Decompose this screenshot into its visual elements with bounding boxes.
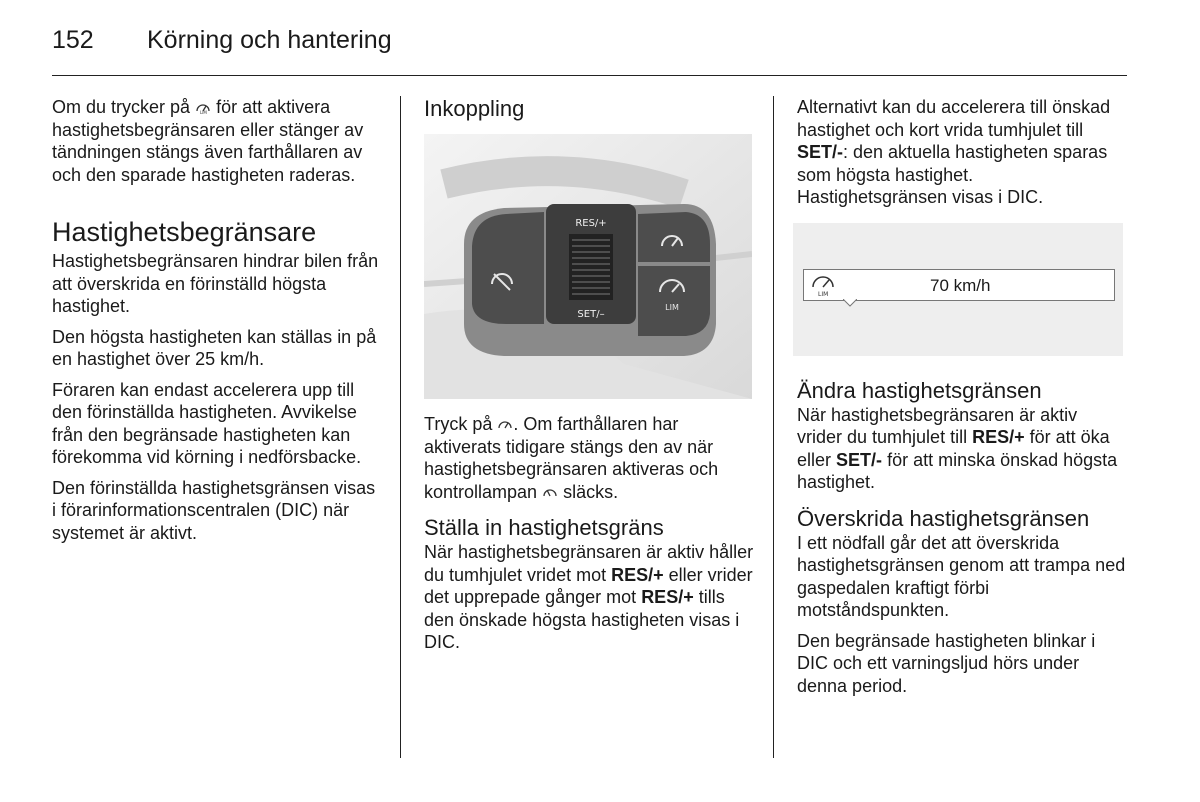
paragraph: Hastighetsbegränsaren hindrar bilen från att överskrida en förinställd högsta hastighet. — [52, 251, 379, 316]
header-divider — [52, 75, 1127, 76]
paragraph: Alternativt kan du accelerera till önskad hastighet och kort vrida tumhjulet till SET/-: den aktuella hastigheten sparas som högsta hastighet. Hastighetsgränsen visas i DIC. — [797, 97, 1111, 207]
page-number: 152 — [52, 26, 94, 54]
page-header — [52, 24, 1127, 76]
cruise-control-lamp-icon — [542, 485, 558, 499]
paragraph: Den förinställda hastighetsgränsen visas i förarinformationscentralen (DIC) när systemet är aktivt. — [52, 477, 376, 543]
paragraph: Föraren kan endast accelerera upp till den förinställda hastigheten. Avvikelse från den begränsade hastigheten kan förekomma vid körning i nedförsbacke. — [52, 379, 362, 467]
column-1 — [52, 96, 382, 552]
svg-text:LIM: LIM — [200, 110, 207, 114]
lim-label: LIM — [665, 303, 679, 312]
paragraph: Tryck på . Om farthållaren har aktiverats tidigare stängs den av när hastighetsbegränsaren aktiveras och kontrollampan släcks. — [424, 414, 719, 502]
dic-pointer — [843, 299, 857, 307]
dic-speed-value: 70 km/h — [930, 275, 991, 295]
res-label: RES/+ — [575, 218, 607, 229]
subsection-heading-andra: Ändra hastighetsgränsen — [797, 377, 1042, 403]
speed-limiter-icon — [195, 100, 211, 114]
steering-wheel-controls-image — [424, 134, 752, 399]
column-2 — [424, 96, 754, 662]
paragraph: Den högsta hastigheten kan ställas in på en hastighet över 25 km/h. — [52, 326, 377, 369]
paragraph: I ett nödfall går det att överskrida hastighetsgränsen genom att trampa ned gaspedalen kraftigt förbi motståndspunkten. — [797, 532, 1126, 620]
dic-message-box — [803, 269, 1115, 301]
speed-limiter-icon — [497, 417, 513, 431]
intro-paragraph: Om du trycker på LIM för att aktivera hastighetsbegränsaren eller stänger av tändningen stängs även farthållaren av och den sparade hastigheten raderas. — [52, 97, 364, 185]
subsection-heading-overskrida: Överskrida hastighetsgränsen — [797, 505, 1090, 531]
subsection-heading-inkoppling: Inkoppling — [424, 96, 525, 121]
dic-display-image — [793, 223, 1123, 356]
set-label: SET/– — [577, 309, 605, 320]
paragraph: När hastighetsbegränsaren är aktiv håller du tumhjulet vridet mot RES/+ eller vrider det upprepade gånger mot RES/+ tills den önskade högsta hastigheten visas i DIC. — [424, 542, 754, 652]
paragraph: När hastighetsbegränsaren är aktiv vrider du tumhjulet till RES/+ för att öka eller SET/- för att minska önskad högsta hastighet. — [797, 404, 1118, 492]
speed-limiter-icon — [810, 273, 840, 297]
column-3 — [797, 96, 1127, 705]
column-divider-right — [773, 96, 774, 758]
subsection-heading-stalla-in: Ställa in hastighetsgräns — [424, 515, 664, 540]
column-divider-left — [400, 96, 401, 758]
dic-lim-label: LIM — [818, 290, 829, 297]
chapter-title: Körning och hantering — [147, 26, 392, 54]
section-heading: Hastighetsbegränsare — [52, 217, 317, 247]
paragraph: Den begränsade hastigheten blinkar i DIC och ett varningsljud hörs under denna period. — [797, 630, 1096, 696]
